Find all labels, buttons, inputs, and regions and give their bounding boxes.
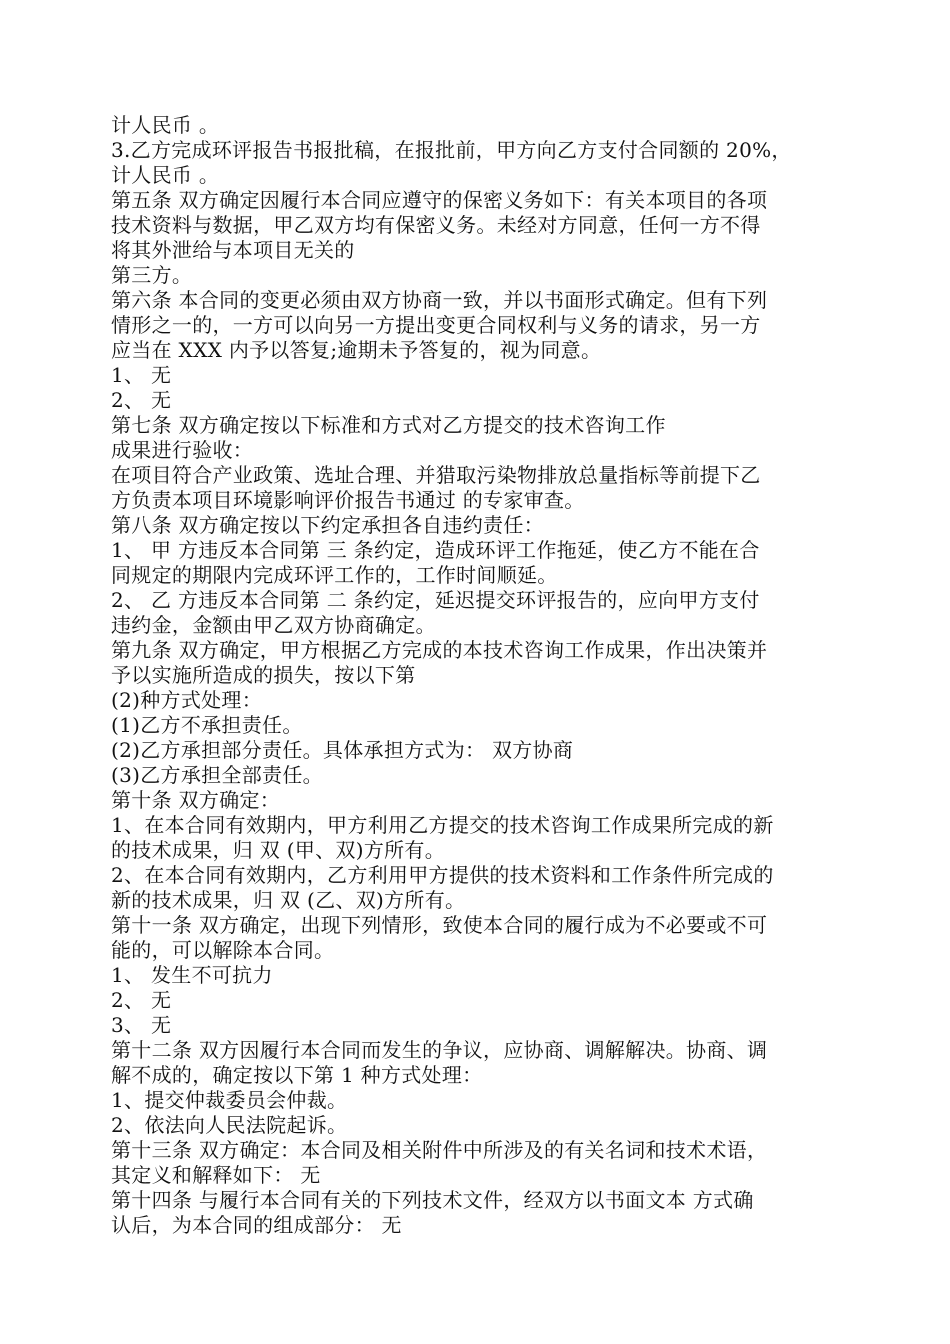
text-line: 同规定的期限内完成环评工作的，工作时间顺延。	[111, 563, 558, 587]
text-line: 3.乙方完成环评报告书报批稿，在报批前，甲方向乙方支付合同额的 20%，	[111, 138, 792, 162]
text-line: 2、依法向人民法院起诉。	[111, 1113, 348, 1137]
text-line: 在项目符合产业政策、选址合理、并猎取污染物排放总量指标等前提下乙	[111, 463, 761, 487]
text-line: 1、 甲 方违反本合同第 三 条约定，造成环评工作拖延，使乙方不能在合	[111, 538, 760, 562]
text-line: 第八条 双方确定按以下约定承担各自违约责任：	[111, 513, 544, 537]
text-line: 2、 乙 方违反本合同第 二 条约定，延迟提交环评报告的，应向甲方支付	[111, 588, 760, 612]
text-line: 解不成的，确定按以下第 1 种方式处理：	[111, 1063, 483, 1087]
text-line: 1、 无	[111, 363, 172, 387]
text-line: 第十条 双方确定：	[111, 788, 281, 812]
text-line: 成果进行验收：	[111, 438, 254, 462]
text-line: (3)乙方承担全部责任。	[111, 763, 323, 787]
text-line: 违约金，金额由甲乙双方协商确定。	[111, 613, 436, 637]
contract-body-text	[111, 113, 850, 1238]
text-line: 新的技术成果，归 双 (乙、双)方所有。	[111, 888, 466, 912]
text-line: 情形之一的，一方可以向另一方提出变更合同权利与义务的请求，另一方	[111, 313, 761, 337]
text-line: 第十三条 双方确定：本合同及相关附件中所涉及的有关名词和技术术语，	[111, 1138, 768, 1162]
text-line: 第七条 双方确定按以下标准和方式对乙方提交的技术咨询工作	[111, 413, 666, 437]
text-line: 1、在本合同有效期内，甲方利用乙方提交的技术咨询工作成果所完成的新	[111, 813, 774, 837]
text-line: 第三方。	[111, 263, 193, 287]
text-line: 第六条 本合同的变更必须由双方协商一致，并以书面形式确定。但有下列	[111, 288, 768, 312]
text-line: 能的，可以解除本合同。	[111, 938, 335, 962]
text-line: 2、在本合同有效期内，乙方利用甲方提供的技术资料和工作条件所完成的	[111, 863, 774, 887]
text-line: 第九条 双方确定，甲方根据乙方完成的本技术咨询工作成果，作出决策并	[111, 638, 768, 662]
text-line: 应当在 XXX 内予以答复;逾期未予答复的，视为同意。	[111, 338, 602, 362]
text-line: 其定义和解释如下： 无	[111, 1163, 321, 1187]
text-line: 将其外泄给与本项目无关的	[111, 238, 355, 262]
text-line: 的技术成果，归 双 (甲、双)方所有。	[111, 838, 446, 862]
text-line: 1、提交仲裁委员会仲裁。	[111, 1088, 348, 1112]
text-line: 2、 无	[111, 388, 172, 412]
text-line: 1、 发生不可抗力	[111, 963, 273, 987]
text-line: 计人民币 。	[111, 113, 220, 137]
text-line: (1)乙方不承担责任。	[111, 713, 303, 737]
text-line: 2、 无	[111, 988, 172, 1012]
text-line: 认后，为本合同的组成部分： 无	[111, 1213, 402, 1237]
text-line: 技术资料与数据，甲乙双方均有保密义务。未经对方同意，任何一方不得	[111, 213, 761, 237]
text-line: 予以实施所造成的损失，按以下第	[111, 663, 416, 687]
text-line: 第十一条 双方确定，出现下列情形，致使本合同的履行成为不必要或不可	[111, 913, 768, 937]
text-line: 3、 无	[111, 1013, 172, 1037]
text-line: 计人民币 。	[111, 163, 220, 187]
text-line: (2)种方式处理：	[111, 688, 263, 712]
text-line: 第十二条 双方因履行本合同而发生的争议，应协商、调解解决。协商、调	[111, 1038, 768, 1062]
text-line: 第十四条 与履行本合同有关的下列技术文件，经双方以书面文本 方式确	[111, 1188, 754, 1212]
text-line: 第五条 双方确定因履行本合同应遵守的保密义务如下：有关本项目的各项	[111, 188, 768, 212]
text-line: (2)乙方承担部分责任。具体承担方式为： 双方协商	[111, 738, 574, 762]
text-line: 方负责本项目环境影响评价报告书通过 的专家审查。	[111, 488, 585, 512]
